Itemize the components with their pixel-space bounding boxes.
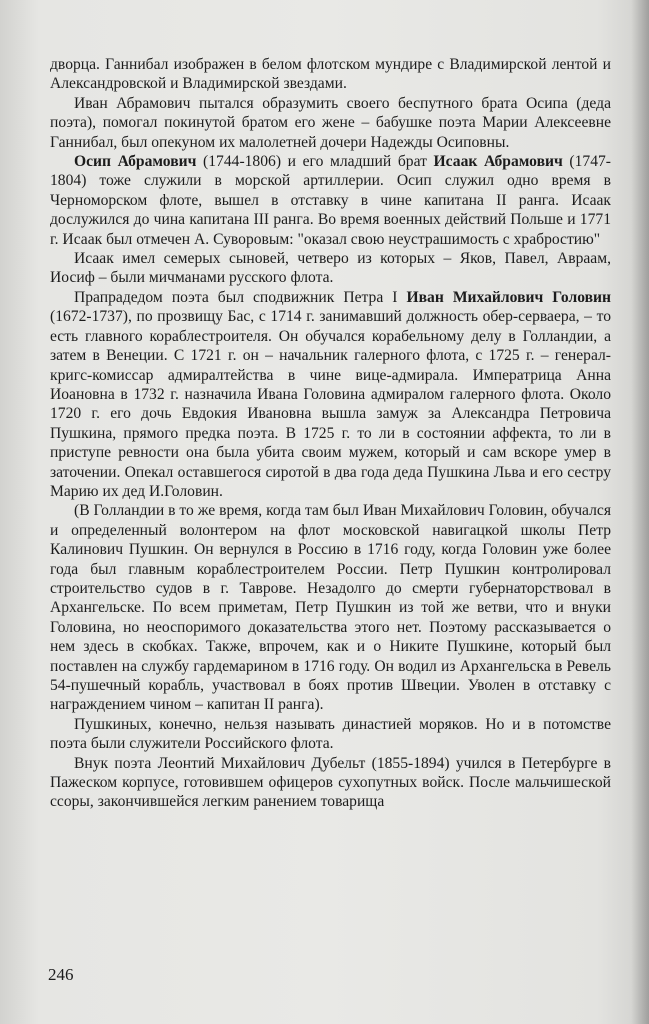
paragraph bbox=[50, 55, 611, 94]
bold-name: Осип Абрамович bbox=[74, 153, 197, 171]
paragraph bbox=[50, 152, 611, 249]
paragraph bbox=[50, 501, 611, 714]
bold-name: Исаак Абрамович bbox=[433, 153, 563, 171]
text-run: дворца. Ганнибал изображен в белом флотском мундире с Владимирской лентой и Александровской и Владимирской звездами. bbox=[50, 56, 611, 93]
text-run: (1672-1737), по прозвищу Бас, с 1714 г. занимавший должность обер-серваера, – то есть главного кораблестроителя. Он обучался корабельному делу в Голландии, а затем в Венеции. С 1721 г. он – начальник галерного флота, с 1725 г. – генерал-кригс-комиссар адмиралтейства в чине вице-адмирала. Императрица Анна Иоановна в 1732 г. назначила Ивана Головина адмиралом галерного флота. Около 1720 г. его дочь Евдокия Ивановна вышла замуж за Александра Петровича Пушкина, прямого предка поэта. В 1725 г. то ли в состоянии аффекта, то ли в приступе ревности она была убита своим мужем, который и сам вскоре умер в заточении. Опекал оставшегося сиротой в два года деда Пушкина Льва и его сестру Марию их дед И.Головин. bbox=[50, 308, 611, 500]
paragraph bbox=[50, 249, 611, 288]
page-number: 246 bbox=[48, 965, 74, 984]
body-text bbox=[50, 55, 611, 812]
text-run: (1744-1806) и его младший брат bbox=[196, 153, 434, 171]
text-run: Прапрадедом поэта был сподвижник Петра I bbox=[74, 288, 407, 306]
text-run: Исаак имел семерых сыновей, четверо из которых – Яков, Павел, Авраам, Иосиф – были мичманами русского флота. bbox=[50, 250, 611, 287]
bold-name: Иван Михайлович Головин bbox=[406, 288, 611, 306]
paragraph bbox=[50, 288, 611, 501]
paragraph bbox=[50, 754, 611, 812]
text-run: (1747-1804) тоже служили в морской артиллерии. Осип служил одно время в Черноморском флоте, вышел в отставку в чине капитана II ранга. Исаак дослужился до чина капитана III ранга. Во время военных действий Польше и 1771 г. Исаак был отмечен А. Суворовым: "оказал свою неустрашимость с храбростию" bbox=[50, 153, 611, 248]
text-run: Иван Абрамович пытался образумить своего беспутного брата Осипа (деда поэта), помогал покинутой братом его жене – бабушке поэта Марии Алексеевне Ганнибал, был опекуном их малолетней дочери Надежды Осиповны. bbox=[50, 94, 611, 151]
text-run: (В Голландии в то же время, когда там был Иван Михайлович Головин, обучался и определенный волонтером на флот московской навигацкой школы Петр Калинович Пушкин. Он вернулся в Россию в 1716 году, когда Головин уже более года был главным кораблестроителем России. Петр Пушкин контролировал строительство судов в г. Таврове. Незадолго до смерти губернаторствовал в Архангельске. По всем приметам, Петр Пушкин из той же ветви, что и внуки Головина, но неоспоримого доказательства этого нет. Поэтому рассказывается о нем здесь в скобках. Также, впрочем, как и о Никите Пушкине, который был поставлен на службу гардемарином в 1716 году. Он водил из Архангельска в Ревель 54-пушечный корабль, участвовал в боях против Швеции. Уволен в отставку с награждением чином – капитан II ранга). bbox=[50, 502, 611, 714]
paragraph bbox=[50, 715, 611, 754]
page-spine-shadow bbox=[631, 0, 649, 1024]
text-run: Пушкиных, конечно, нельзя называть династией моряков. Но и в потомстве поэта были служители Российского флота. bbox=[50, 715, 611, 753]
paragraph bbox=[50, 94, 611, 152]
text-run: Внук поэта Леонтий Михайлович Дубельт (1855-1894) учился в Петербурге в Пажеском корпусе, готовившем офицеров сухопутных войск. После мальчишеской ссоры, закончившейся легким ранением товарища bbox=[50, 754, 611, 811]
